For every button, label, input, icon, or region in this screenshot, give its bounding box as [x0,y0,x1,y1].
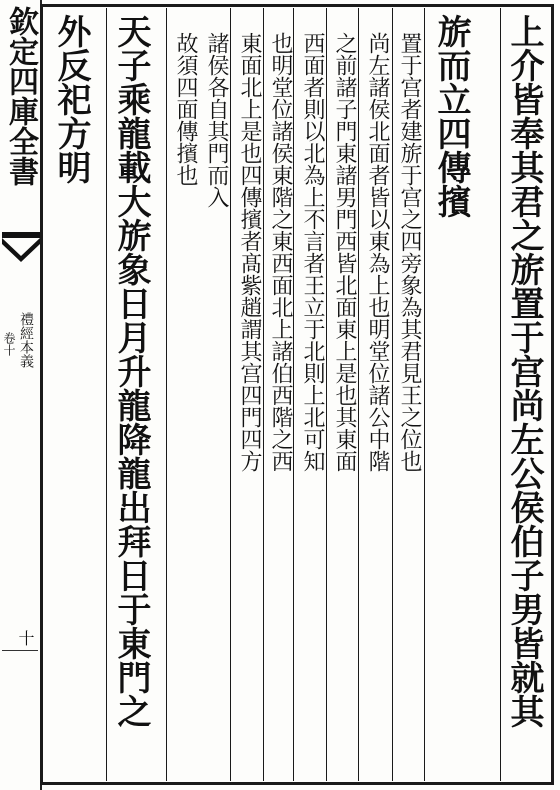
commentary-column: 之前諸子門東諸男門西皆北面東上是也其東面 [332,32,357,472]
column-rule [500,8,501,781]
column-rule [392,8,393,781]
main-text-column: 上介皆奉其君之旂置于宫尚左公侯伯子男皆就其 [504,14,544,728]
column-rule [424,8,425,781]
commentary-column: 也明堂位諸侯東階之東西面北上諸伯西階之西 [268,32,293,472]
column-rule [166,8,167,781]
commentary-column: 諸侯各自其門而入 [204,32,229,208]
volume-label: 卷十 [2,332,16,356]
commentary-column: 尚左諸侯北面者皆以東為上也明堂位諸公中階 [365,32,390,472]
column-rule [326,8,327,781]
book-title: 禮經本義 [18,312,34,368]
column-rule [106,8,107,781]
column-rule [293,8,294,781]
library-title: 欽定四庫全書 [3,6,38,186]
column-rule [358,8,359,781]
commentary-column: 置于宫者建旂于宫之四旁象為其君見王之位也 [397,32,422,472]
main-text-column: 天子乘龍載大旂象日月升龍降龍出拜日于東門之 [111,14,151,728]
column-rule [230,8,231,781]
commentary-column: 西面者則以北為上不言者王立于北則上北可知 [300,32,325,472]
main-text-column: 旂而立四傳擯 [431,14,471,218]
fishtail-ornament-icon [2,232,40,272]
page-margin [0,0,42,790]
margin-rule [2,650,38,651]
commentary-column: 故須四面傳擯也 [173,32,198,186]
folio-number: 十 [16,630,35,646]
commentary-column: 東面北上是也四傳擯者髙紫趙謂其宫四門四方 [237,32,262,472]
main-text-column: 外反祀方明 [51,14,91,184]
column-rule [263,8,264,781]
